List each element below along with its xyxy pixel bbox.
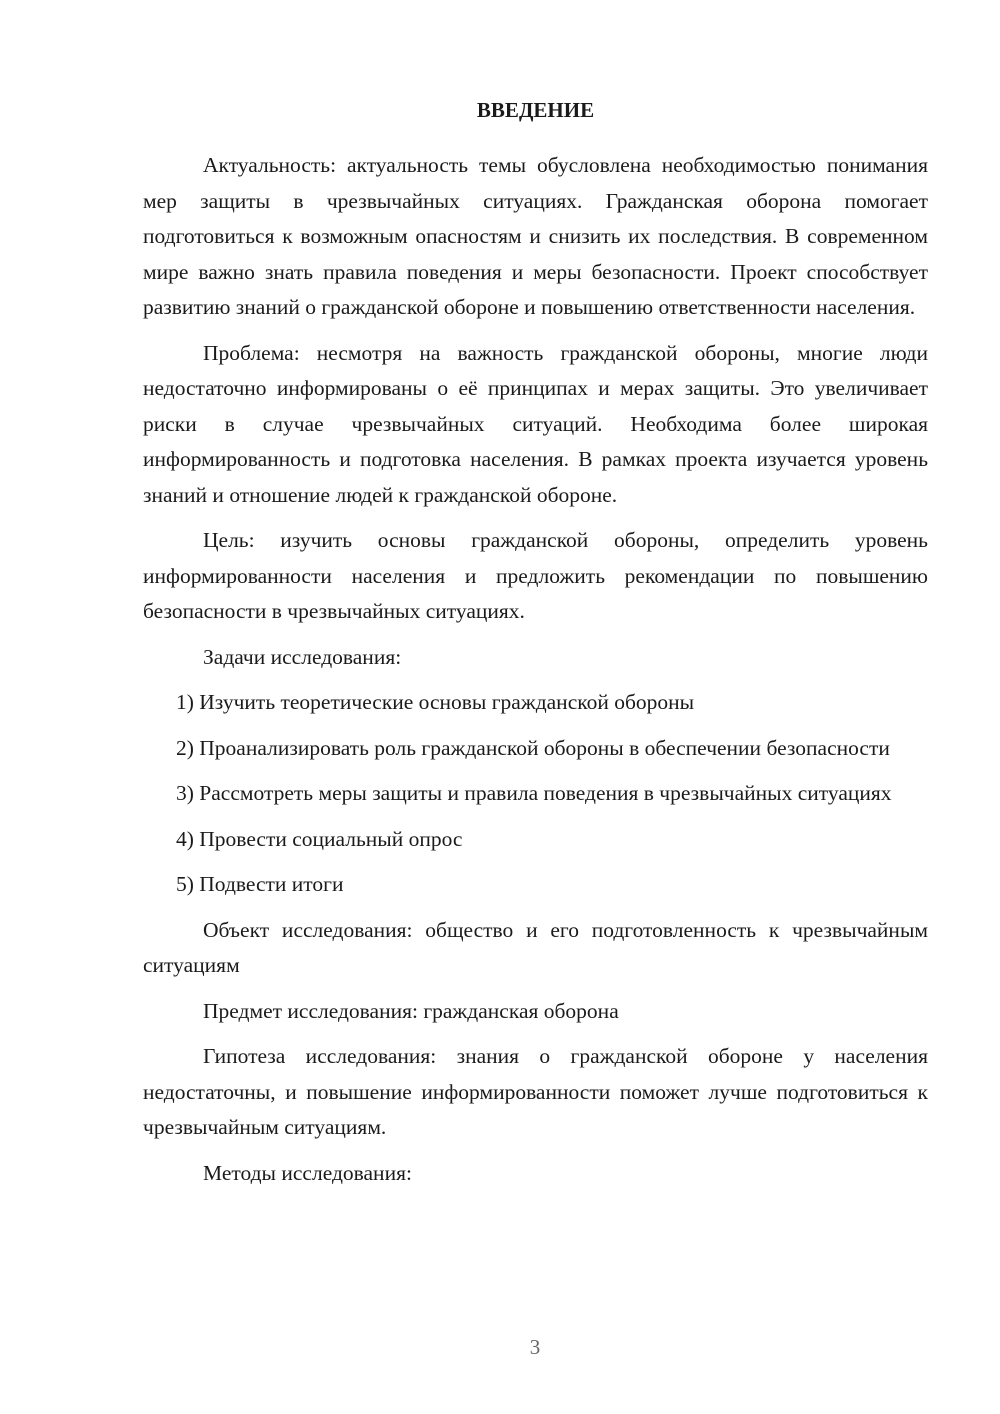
list-item-task-5: 5) Подвести итоги bbox=[176, 872, 344, 896]
paragraph-goal: Цель: изучить основы гражданской обороны, определить уровень информированности населения и предложить рекомендации по повышению безопасности в чрезвычайных ситуациях. bbox=[143, 528, 928, 623]
page-heading: ВВЕДЕНИЕ bbox=[476, 98, 595, 122]
page-number: 3 bbox=[529, 1335, 541, 1359]
paragraph-problem: Проблема: несмотря на важность гражданской обороны, многие люди недостаточно информированы о её принципах и мерах защиты. Это увеличивает риски в случае чрезвычайных ситуаций. Необходима более широкая информированность и подготовка населения. В рамках проекта изучается уровень знаний и отношение людей к гражданской обороне. bbox=[143, 340, 928, 507]
paragraph-subject: Предмет исследования: гражданская оборона bbox=[203, 998, 619, 1023]
paragraph-hypothesis: Гипотеза исследования: знания о гражданской обороне у населения недостаточны, и повышение информированности поможет лучше подготовиться к чрезвычайным ситуациям. bbox=[143, 1044, 928, 1139]
paragraph-tasks-heading: Задачи исследования: bbox=[203, 644, 402, 669]
list-item-task-3: 3) Рассмотреть меры защиты и правила поведения в чрезвычайных ситуациях bbox=[176, 781, 892, 805]
paragraph-relevance: Актуальность: актуальность темы обусловлена необходимостью понимания мер защиты в чрезвычайных ситуациях. Гражданская оборона помогает подготовиться к возможным опасностям и снизить их последствия. В современном мире важно знать правила поведения и меры безопасности. Проект способствует развитию знаний о гражданской обороне и повышению ответственности населения. bbox=[143, 153, 928, 319]
page-content bbox=[143, 96, 928, 1191]
list-item-task-1: 1) Изучить теоретические основы гражданской обороны bbox=[176, 690, 695, 714]
list-item-task-2: 2) Проанализировать роль гражданской обороны в обеспечении безопасности bbox=[176, 735, 890, 760]
paragraph-object: Объект исследования: общество и его подготовленность к чрезвычайным ситуациям bbox=[143, 917, 928, 977]
list-item-task-4: 4) Провести социальный опрос bbox=[176, 826, 463, 851]
paragraph-methods: Методы исследования: bbox=[203, 1160, 412, 1185]
